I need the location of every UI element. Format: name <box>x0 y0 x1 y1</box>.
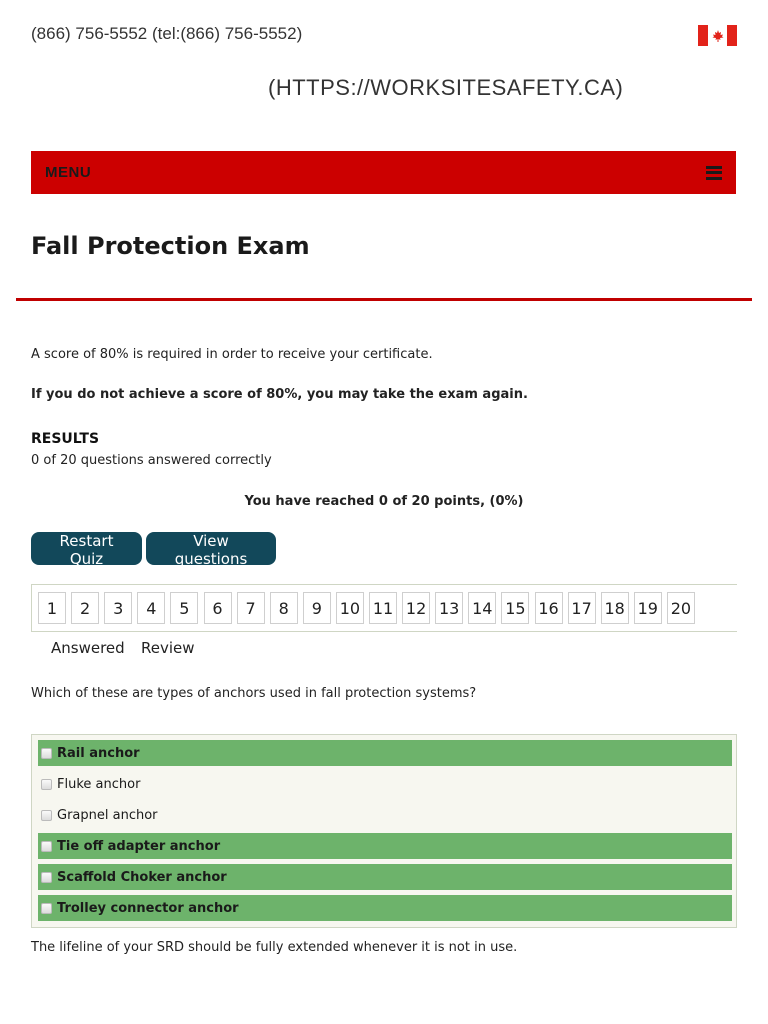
question-nav-button[interactable]: 2 <box>71 592 99 624</box>
question-nav-button[interactable]: 17 <box>568 592 596 624</box>
question-nav-button[interactable]: 14 <box>468 592 496 624</box>
hamburger-line <box>706 171 722 174</box>
answer-list <box>31 734 737 928</box>
answer-label: Scaffold Choker anchor <box>57 869 227 885</box>
answer-option[interactable] <box>38 895 732 921</box>
score-requirement-text: A score of 80% is required in order to receive your certificate. <box>31 347 433 362</box>
results-heading: RESULTS <box>31 431 100 447</box>
answer-option[interactable] <box>38 802 732 828</box>
question-nav-button[interactable]: 15 <box>501 592 529 624</box>
answer-option[interactable] <box>38 740 732 766</box>
view-questions-button[interactable]: View questions <box>146 532 276 565</box>
answer-checkbox[interactable] <box>41 779 52 790</box>
answer-option[interactable] <box>38 771 732 797</box>
question-nav-button[interactable]: 5 <box>170 592 198 624</box>
flag-right-band <box>727 25 737 46</box>
question-nav-button[interactable]: 16 <box>535 592 563 624</box>
restart-quiz-button[interactable]: Restart Quiz <box>31 532 142 565</box>
answer-option[interactable] <box>38 833 732 859</box>
question-nav-button[interactable]: 1 <box>38 592 66 624</box>
hamburger-line <box>706 166 722 169</box>
question-nav-button[interactable]: 18 <box>601 592 629 624</box>
legend-review: Review <box>141 639 195 657</box>
flag-left-band <box>698 25 708 46</box>
question-nav-button[interactable]: 4 <box>137 592 165 624</box>
question-nav-button[interactable]: 19 <box>634 592 662 624</box>
hamburger-icon[interactable] <box>706 166 722 180</box>
answer-label: Tie off adapter anchor <box>57 838 221 854</box>
question-nav-button[interactable]: 20 <box>667 592 695 624</box>
answer-label: Trolley connector anchor <box>57 900 239 916</box>
site-home-link[interactable]: (HTTPS://WORKSITESAFETY.CA) <box>268 75 624 100</box>
question-nav-button[interactable]: 3 <box>104 592 132 624</box>
question-nav-button[interactable]: 13 <box>435 592 463 624</box>
question-nav-button[interactable]: 6 <box>204 592 232 624</box>
answer-checkbox[interactable] <box>41 872 52 883</box>
flag-center <box>708 25 727 46</box>
menu-bar[interactable] <box>31 151 736 194</box>
canada-flag-icon[interactable] <box>698 25 737 46</box>
question-nav-button[interactable]: 10 <box>336 592 364 624</box>
points-summary: You have reached 0 of 20 points, (0%) <box>244 494 524 509</box>
question-nav-button[interactable]: 8 <box>270 592 298 624</box>
question-nav-button[interactable]: 12 <box>402 592 430 624</box>
maple-leaf-icon <box>711 29 725 43</box>
answer-label: Rail anchor <box>57 745 140 761</box>
answer-checkbox[interactable] <box>41 810 52 821</box>
answer-checkbox[interactable] <box>41 748 52 759</box>
question-nav-button[interactable]: 9 <box>303 592 331 624</box>
question-nav-button[interactable]: 11 <box>369 592 397 624</box>
answer-checkbox[interactable] <box>41 903 52 914</box>
page-title: Fall Protection Exam <box>31 232 310 260</box>
question-nav-button[interactable]: 7 <box>237 592 265 624</box>
retake-note: If you do not achieve a score of 80%, you may take the exam again. <box>31 387 528 402</box>
results-summary: 0 of 20 questions answered correctly <box>31 453 272 468</box>
question-navigation <box>31 584 737 632</box>
next-question-text: The lifeline of your SRD should be fully extended whenever it is not in use. <box>31 940 518 955</box>
question-text: Which of these are types of anchors used in fall protection systems? <box>31 686 477 701</box>
answer-checkbox[interactable] <box>41 841 52 852</box>
title-divider <box>16 298 752 301</box>
phone-number[interactable]: (866) 756-5552 (tel:(866) 756-5552) <box>31 24 303 43</box>
hamburger-line <box>706 177 722 180</box>
answer-label: Grapnel anchor <box>57 807 158 823</box>
legend-answered: Answered <box>51 639 125 657</box>
menu-label: MENU <box>45 164 92 181</box>
answer-option[interactable] <box>38 864 732 890</box>
answer-label: Fluke anchor <box>57 776 141 792</box>
